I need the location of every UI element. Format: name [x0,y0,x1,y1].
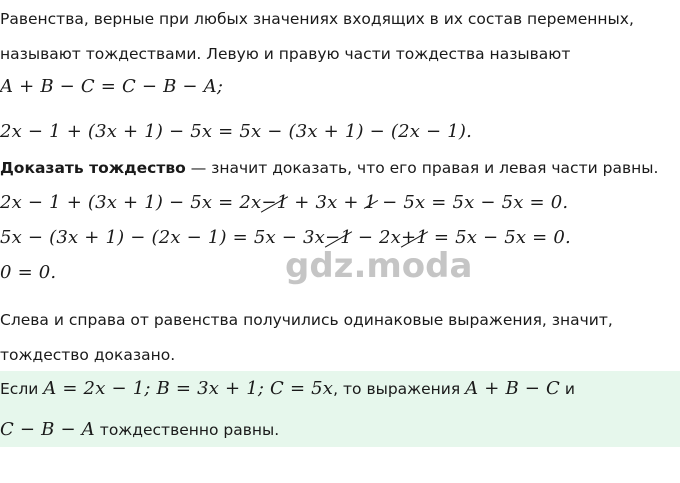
intro-line-1: Равенства, верные при любых значениях входящих в их состав переменных, [0,10,634,28]
proof-1-cancel-2: 1 [364,192,377,213]
proof-line-1 [0,192,568,213]
highlight-text-4: тождественно равны. [94,421,280,439]
proof-1-part-a: 2x − 1 + (3x + 1) − 5x = 2x [0,192,262,213]
highlight-line-1 [0,378,575,399]
proof-2-part-c: = 5x − 5x = 0. [433,227,571,248]
proof-2-part-a: 5x − (3x + 1) − (2x − 1) = 5x − 3x [0,227,325,248]
highlight-text-1: Если [0,380,44,398]
proof-2-part-b: − 2x [357,227,402,248]
highlight-math-2: A + B − C [465,378,560,399]
conclusion-line-1: Слева и справа от равенства получились одинаковые выражения, значит, [0,311,613,329]
identity-equation-2: 2x − 1 + (3x + 1) − 5x = 5x − (3x + 1) − (2x − 1). [0,121,473,142]
proof-line-3: 0 = 0. [0,262,57,283]
proof-2-cancel-1: −1 [324,227,352,248]
proof-1-part-c: − 5x = 5x − 5x = 0. [382,192,569,213]
highlight-line-2 [0,419,279,440]
proof-line-2 [0,227,571,248]
highlight-math-1: A = 2x − 1; B = 3x + 1; C = 5x [43,378,334,399]
proof-1-part-b: + 3x + [294,192,359,213]
proof-2-cancel-2: +1 [401,227,428,248]
watermark-logo: gdz.moda [285,246,473,286]
prove-definition [0,159,658,177]
prove-text: — значит доказать, что его правая и левая части равны. [185,159,659,177]
highlight-text-2: , то выражения [333,380,466,398]
proof-1-cancel-1: −1 [261,192,289,213]
identity-equation-1: A + B − C = C − B − A; [0,76,224,97]
intro-line-2: называют тождествами. Левую и правую части тождества называют [0,45,571,63]
conclusion-line-2: тождество доказано. [0,346,176,364]
highlight-math-3: C − B − A [0,419,95,440]
prove-term: Доказать тождество [0,159,186,177]
highlight-text-3: и [559,380,575,398]
